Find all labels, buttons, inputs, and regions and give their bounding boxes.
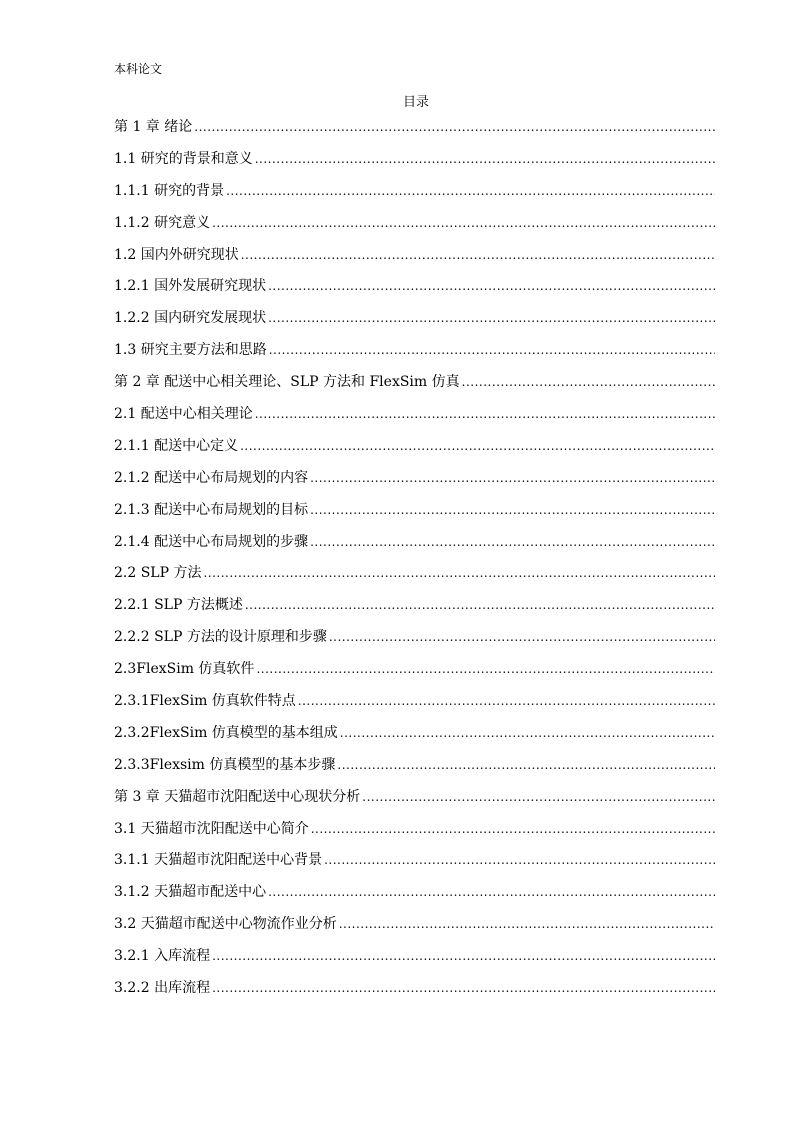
toc-dot-leader (310, 466, 715, 490)
toc-entry-text: 2.1 配送中心相关理论 (114, 406, 253, 423)
toc-entry[interactable] (114, 115, 715, 147)
toc-entry[interactable] (114, 211, 715, 243)
toc-entry-text: 2.3.2FlexSim 仿真模型的基本组成 (114, 724, 338, 741)
toc-dot-leader (245, 593, 715, 617)
toc-entry-text: 2.2 SLP 方法 (114, 565, 202, 582)
toc-entry[interactable] (114, 657, 715, 689)
toc-dot-leader (194, 115, 715, 139)
toc-dot-leader (310, 498, 715, 522)
toc-entry-text: 2.1.4 配送中心布局规划的步骤 (114, 533, 309, 550)
toc-dot-leader (203, 561, 715, 585)
toc-entry[interactable] (114, 817, 715, 849)
toc-entry[interactable] (114, 530, 715, 562)
toc-dot-leader (311, 817, 715, 841)
toc-dot-leader (339, 912, 715, 936)
toc-entry-text: 1.2.2 国内研究发展现状 (114, 310, 267, 327)
toc-dot-leader (241, 243, 715, 267)
toc-entry-text: 1.2 国内外研究现状 (114, 246, 239, 263)
toc-dot-leader (212, 944, 715, 968)
page-header: 本科论文 (114, 62, 163, 76)
toc-dot-leader (298, 689, 715, 713)
toc-entry[interactable] (114, 370, 715, 402)
toc-entry[interactable] (114, 753, 715, 785)
toc-entry[interactable] (114, 912, 715, 944)
toc-entry[interactable] (114, 976, 715, 1008)
toc-entry[interactable] (114, 402, 715, 434)
toc-entry-text: 1.1.2 研究意义 (114, 214, 211, 231)
toc-entry[interactable] (114, 625, 715, 657)
toc-entry-text: 2.1.2 配送中心布局规划的内容 (114, 469, 309, 486)
toc-entry[interactable] (114, 848, 715, 880)
toc-entry-text: 第 1 章 绪论 (114, 119, 193, 135)
toc-title: 目录 (402, 95, 429, 110)
toc-dot-leader (337, 753, 715, 777)
toc-entry-text: 2.3FlexSim 仿真软件 (114, 661, 255, 678)
toc-dot-leader (462, 370, 715, 394)
toc-entry-text: 第 3 章 天猫超市沈阳配送中心现状分析 (114, 788, 361, 805)
toc-dot-leader (256, 657, 715, 681)
toc-entry[interactable] (114, 243, 715, 275)
toc-entry[interactable] (114, 274, 715, 306)
toc-entry-text: 3.2.2 出库流程 (114, 980, 211, 997)
toc-entry-text: 2.1.1 配送中心定义 (114, 437, 239, 454)
toc-entry[interactable] (114, 689, 715, 721)
toc-entry-text: 2.3.1FlexSim 仿真软件特点 (114, 693, 296, 710)
toc-dot-leader (212, 211, 715, 235)
toc-entry-text: 2.2.2 SLP 方法的设计原理和步骤 (114, 629, 327, 646)
toc-entry[interactable] (114, 147, 715, 179)
toc-entry-text: 1.1.1 研究的背景 (114, 182, 225, 199)
toc-entry[interactable] (114, 179, 715, 211)
toc-entry-text: 3.2.1 入库流程 (114, 948, 211, 965)
toc-entry[interactable] (114, 721, 715, 753)
toc-entry[interactable] (114, 434, 715, 466)
toc-dot-leader (268, 306, 715, 330)
toc-entry-text: 2.3.3Flexsim 仿真模型的基本步骤 (114, 756, 336, 773)
toc-entry-text: 2.2.1 SLP 方法概述 (114, 597, 243, 614)
toc-dot-leader (255, 147, 715, 171)
toc-list (114, 115, 715, 1008)
toc-dot-leader (340, 721, 715, 745)
toc-entry-text: 第 2 章 配送中心相关理论、SLP 方法和 FlexSim 仿真 (114, 374, 460, 391)
toc-dot-leader (212, 976, 715, 1000)
toc-entry[interactable] (114, 561, 715, 593)
toc-entry[interactable] (114, 593, 715, 625)
toc-entry-text: 3.2 天猫超市配送中心物流作业分析 (114, 916, 337, 933)
toc-entry-text: 1.1 研究的背景和意义 (114, 150, 253, 167)
toc-entry-text: 3.1.2 天猫超市配送中心 (114, 884, 267, 901)
toc-dot-leader (310, 530, 715, 554)
toc-entry[interactable] (114, 880, 715, 912)
toc-entry[interactable] (114, 306, 715, 338)
toc-dot-leader (324, 848, 715, 872)
toc-entry[interactable] (114, 944, 715, 976)
toc-entry[interactable] (114, 466, 715, 498)
toc-dot-leader (362, 785, 715, 809)
toc-entry[interactable] (114, 338, 715, 370)
toc-entry-text: 2.1.3 配送中心布局规划的目标 (114, 501, 309, 518)
toc-dot-leader (255, 402, 715, 426)
toc-dot-leader (240, 434, 715, 458)
toc-dot-leader (269, 338, 715, 362)
toc-entry[interactable] (114, 785, 715, 817)
toc-dot-leader (226, 179, 715, 203)
toc-dot-leader (268, 880, 715, 904)
toc-entry-text: 1.3 研究主要方法和思路 (114, 342, 267, 359)
toc-dot-leader (329, 625, 715, 649)
toc-entry[interactable] (114, 498, 715, 530)
toc-entry-text: 3.1.1 天猫超市沈阳配送中心背景 (114, 852, 323, 869)
toc-entry-text: 1.2.1 国外发展研究现状 (114, 278, 267, 295)
toc-dot-leader (268, 274, 715, 298)
toc-entry-text: 3.1 天猫超市沈阳配送中心简介 (114, 820, 309, 837)
